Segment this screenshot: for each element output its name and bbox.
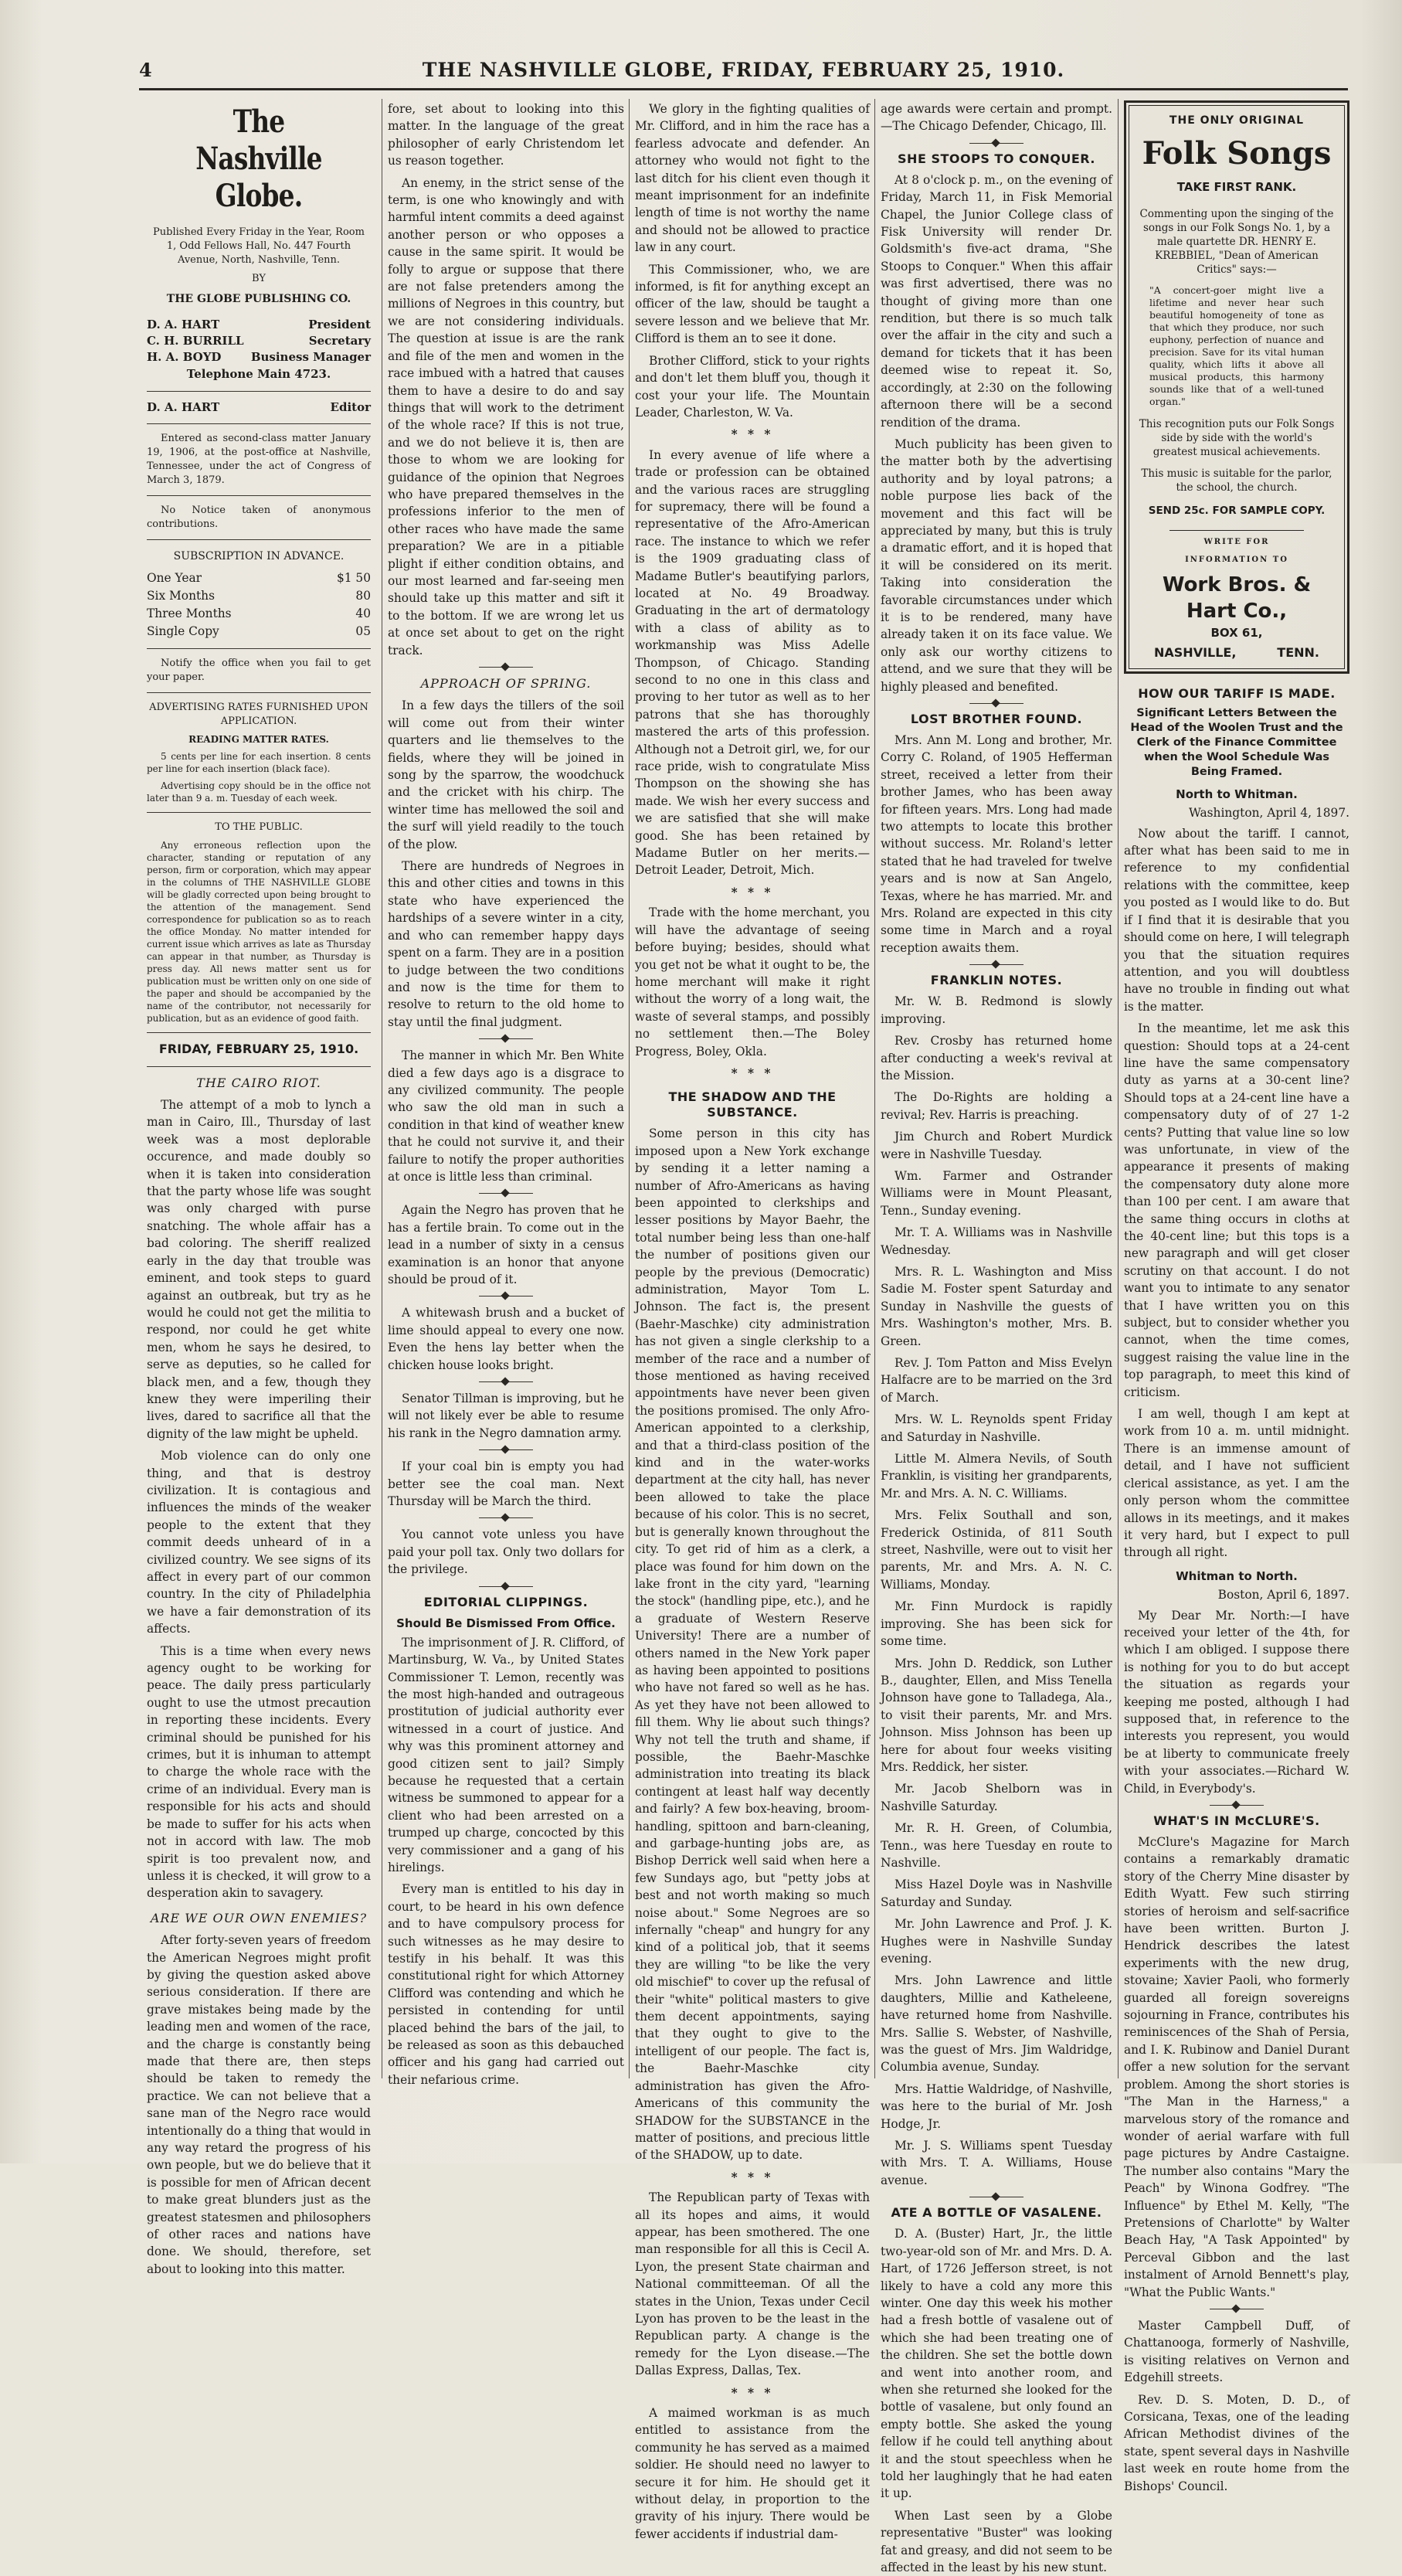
star-separator: * * *	[731, 885, 774, 899]
telephone: Telephone Main 4723.	[186, 367, 331, 382]
letter-paragraph: In the meantime, let me ask this question: Should tops at a 24-cent line have the same compensatory duty as yarns at a 30-cent line? Should tops at a 24-cent line have a compensatory duty of of 27 1-2 cents? Putting that value line so low was unfortunate, in view of the appearance it presents of making the compensatory duty alone more than 100 per cent. I am aware that the same thing occurs in cloths at the 40-cent line; but this tops is a new paragraph and will get closer scrutiny on that account. I do not want you to intimate to any senator that I have written you on this subject, but to consider whether you cannot, when the time comes, suggest raising the value line in the top paragraph, to meet this kind of criticism.	[1124, 1021, 1349, 1399]
franklin-note: Mr. J. S. Williams spent Tuesday with Mrs. T. A. Williams, House avenue.	[881, 2139, 1112, 2187]
entered-notice: Entered as second-class matter January 19, 1906, at the post-office at Nashville, Tennessee, under the act of Congress of March 3, 1879.	[147, 432, 371, 486]
shadow-paragraph: The Republican party of Texas with all its hopes and aims, it would appear, has been smothered. The one man responsible for all this is Cecil A. Lyon, the present State chairman and National committeeman. Of all the states in the Union, Texas under Cecil Lyon has proven to be the least in the Republican party. A change is the remedy for the Lyon disease.—The Dallas Express, Dallas, Tex.	[635, 2190, 870, 2378]
letter-paragraph: I am well, though I am kept at work from 10 a. m. until midnight. There is an immense amount of detail, and I have not sufficient clerical assistance, as yet. I am the only person whom the committee allows in its meetings, and it makes it very hard, but I expect to pull through all right.	[1124, 1407, 1349, 1560]
subscription-row	[147, 605, 371, 623]
staff-row	[147, 317, 371, 333]
staff-row	[147, 349, 371, 365]
masthead-rule	[139, 88, 1348, 90]
divider	[147, 1066, 371, 1067]
publication-notice: Published Every Friday in the Year, Room 1, Odd Fellows Hall, No. 447 Fourth Avenue, North, Nashville, Tenn.	[153, 226, 365, 266]
divider	[147, 812, 371, 813]
editorial-paragraph: You cannot vote unless you have paid your poll tax. Only two dollars for the privilege.	[388, 1528, 624, 1577]
divider	[147, 391, 371, 392]
letter-paragraph: My Dear Mr. North:—I have received your letter of the 4th, for which I am obliged. I suppose there is nothing for you to do but accept the situation as regards your keeping me posted, although I had supposed that, in reference to the interests you represent, you would be at liberty to communicate freely with your associates.—Richard W. Child, in Everybody's.	[1124, 1608, 1349, 1796]
franklin-note: Jim Church and Robert Murdick were in Nashville Tuesday.	[881, 1130, 1112, 1161]
franklin-note: Mrs. W. L. Reynolds spent Friday and Saturday in Nashville.	[881, 1412, 1112, 1444]
subscription-row	[147, 569, 371, 587]
column-divider	[629, 99, 630, 2078]
section-separator	[1210, 1805, 1264, 1806]
franklin-note: Wm. Farmer and Ostrander Williams were in Mount Pleasant, Tenn., Sunday evening.	[881, 1168, 1112, 1218]
clipping-paragraph: This Commissioner, who, we are informed, is fit for anything except an officer of the law, should be taught a severe lesson and we believe that Mr. Clifford is them an to see it done.	[635, 262, 870, 346]
star-separator: * * *	[731, 1065, 774, 1080]
own-enemies-paragraph: After forty-seven years of freedom the American Negroes might profit by giving the question asked above serious consideration. If there are grave mistakes being made by the leading men and women of the race, and the charge is constantly being made that there are, then steps should be taken to remedy the practice. We can not believe that a sane man of the Negro race would intentionally do a thing that would in any way retard the progress of his own people, but we do believe that it is possible for men of African decent to make great blunders just as the greatest statesmen and philosophers of other races and nations have done. We should, therefore, set about to looking into this matter.	[147, 1933, 371, 2276]
franklin-note: Rev. Crosby has returned home after conducting a week's revival at the Mission.	[881, 1034, 1112, 1082]
vasalene-paragraph: When Last seen by a Globe representative "Buster" was looking fat and greasy, and did not seem to be affected in the least by his new stunt.	[881, 2508, 1112, 2574]
column-4	[881, 100, 1112, 2574]
franklin-note: The Do-Rights are holding a revival; Rev. Harris is preaching.	[881, 1090, 1112, 1122]
spring-paragraph: In a few days the tillers of the soil will come out from their winter quarters and lie themselves to the fields, where they will be joined in song by the sparrow, the woodchuck and the cricket with his chirp. The winter time has mellowed the soil and the surf will yield readily to the touch of the plow.	[388, 698, 624, 851]
editor-name: D. A. HART	[147, 399, 220, 414]
editorial-paragraph: fore, set about to looking into this matter. In the language of the great philosopher of early Christendom let us reason together.	[388, 102, 624, 168]
ad-company: Work Bros. & Hart Co.,	[1162, 573, 1312, 624]
franklin-note: Mrs. R. L. Washington and Miss Sadie M. Foster spent Saturday and Sunday in Nashville the guests of Mrs. Washington's mother, Mrs. B. Green.	[881, 1264, 1112, 1348]
page-masthead	[139, 59, 1348, 87]
ad-kicker: THE ONLY ORIGINAL	[1169, 114, 1305, 127]
vasalene-paragraph: D. A. (Buster) Hart, Jr., the little two-year-old son of Mr. and Mrs. D. A. Hart, of 1726 Jefferson street, is not likely to have a cold any more this winter. One day this week his mother had a fresh bottle of vasalene out of which she had been treating one of the children. She set the bottle down and went into another room, and when she returned she looked for the bottle of vasalene, but only found an empty bottle. She asked the young fellow if he could tell anything about it and the stout speechless when he told her laughingly that he had eaten it up.	[881, 2227, 1112, 2501]
star-separator: * * *	[731, 2385, 774, 2400]
section-separator	[969, 703, 1023, 704]
column-1	[147, 100, 371, 2276]
divider	[147, 539, 371, 540]
staff-role: President	[308, 318, 371, 332]
section-separator	[479, 1517, 533, 1518]
by-line: BY	[252, 273, 266, 284]
ad-box: BOX 61,	[1210, 626, 1263, 641]
local-note: Master Campbell Duff, of Chattanooga, formerly of Nashville, is visiting relatives on Vernon and Edgehill streets.	[1124, 2318, 1349, 2385]
divider	[147, 1032, 371, 1033]
reading-rates: 5 cents per line for each insertion. 8 cents per line for each insertion (black face).	[147, 751, 371, 775]
ad-city-line	[1154, 644, 1319, 661]
spring-paragraph: There are hundreds of Negroes in this and other cities and towns in this state who have experienced the hardships of a severe winter in a city, and who can remember happy days spent on a farm. They are in a position to judge between the two conditions and now is the time for them to resolve to return to the old home to stay until the final judgment.	[388, 859, 624, 1029]
ad-text: This recognition puts our Folk Songs side by side with the world's greatest musical achievements.	[1139, 417, 1335, 458]
letter-date: Boston, April 6, 1897.	[1217, 1588, 1349, 1602]
ad-text: Commenting upon the singing of the songs in our Folk Songs No. 1, by a male quartette DR. HENRY E. KREBBIEL, "Dean of American Critics" says:—	[1139, 207, 1334, 276]
vasalene-title: ATE A BOTTLE OF VASALENE.	[891, 2205, 1102, 2221]
anonymous-notice: No Notice taken of anonymous contributions.	[147, 504, 371, 530]
clipping-paragraph: We glory in the fighting qualities of Mr. Clifford, and in him the race has a fearless advocate and defender. An attorney who would not fight to the last ditch for his client even though it meant imprisonment for an indefinite length of time is not worthy the name and should not be allowed to practice law in any court.	[635, 102, 870, 255]
brother-paragraph: Mrs. Ann M. Long and brother, Mr. Corry C. Roland, of 1905 Hefferman street, received a letter from their brother James, who has been away for fifteen years. Mrs. Long had made two attempts to locate this brother without success. Mr. Roland's letter stated that he had traveled for twelve years and is now at San Angelo, Texas, where he has married. Mr. and Mrs. Roland are expected in this city some time in March and a royal reception awaits them.	[881, 733, 1112, 955]
ad-write-line: WRITE FOR INFORMATION TO	[1169, 530, 1304, 569]
letter-date: Washington, April 4, 1897.	[1189, 806, 1349, 821]
franklin-note: Mr. R. H. Green, of Columbia, Tenn., was here Tuesday en route to Nashville.	[881, 1821, 1112, 1870]
mcclures-title: WHAT'S IN McCLURE'S.	[1153, 1813, 1320, 1828]
approach-of-spring-title: APPROACH OF SPRING.	[420, 676, 592, 691]
local-note: Rev. D. S. Moten, D. D., of Corsicana, Texas, one of the leading African Methodist divines of the state, spent several days in Nashville last week en route home from the Bishops' Council.	[1124, 2392, 1349, 2493]
section-separator	[479, 667, 533, 668]
section-separator	[969, 143, 1023, 144]
divider	[147, 648, 371, 649]
ad-city: NASHVILLE,	[1154, 645, 1237, 661]
franklin-note: Mrs. John Lawrence and little daughters, Millie and Katheleene, have returned home from Nashville. Mrs. Sallie S. Webster, of Nashville, was the guest of Mrs. Jim Waldridge, Columbia avenue, Sunday.	[881, 1973, 1112, 2075]
ad-state: TENN.	[1277, 645, 1319, 661]
ad-text: This music is suitable for the parlor, the school, the church.	[1141, 467, 1332, 494]
franklin-note: Mr. T. A. Williams was in Nashville Wednesday.	[881, 1225, 1112, 1257]
clipping-paragraph: In every avenue of life where a trade or profession can be obtained and the various races are struggling for supremacy, there will be found a representative of the Afro-American race. The instance to which we refer is the 1909 graduating class of Madame Butler's beautifying parlors, located at No. 49 Broadway. Graduating in the art of dermatology with a class of ability as to workmanship was Miss Adelle Thompson, of Chicago. Standing second to no one in this class and proving to her tutor as well as to her patrons that she has thoroughly mastered the arts of this profession. Although not a Detroit girl, we, for our race pride, wish to congratulate Miss Thompson on the showing she has made. We wish her every success and we are satisfied that she will make good. She has been retained by Madame Butler on her merits.—Detroit Leader, Detroit, Mich.	[635, 447, 870, 878]
clipping-paragraph: Trade with the home merchant, you will have the advantage of seeing before buying; besides, should what you get not be what it ought to be, the home merchant will make it right without the worry of a long wait, the waste of several stamps, and possibly no settlement then.—The Boley Progress, Boley, Okla.	[635, 906, 870, 1059]
stoops-paragraph: At 8 o'clock p. m., on the evening of Friday, March 11, in Fisk Memorial Chapel, the Junior College class of Fisk University will render Dr. Goldsmith's five-act drama, "She Stoops to Conquer." When this affair was first advertised, there was no thought of giving more than one rendition, but there is so much talk over the affair in the city and such a demand for tickets that it has been deemed wise to repeat it. So, accordingly, at 2:30 on the following afternoon there will be a second rendition of the drama.	[881, 172, 1112, 430]
ad-subtitle: TAKE FIRST RANK.	[1176, 180, 1297, 195]
advertising-title: ADVERTISING RATES FURNISHED UPON APPLICATION.	[149, 702, 368, 728]
dismissed-paragraph: The imprisonment of J. R. Clifford, of Martinsburg, W. Va., by United States Commissioner T. Lemon, recently was the most high-handed and outrageous prostitution of judicial authority ever witnessed in a court of justice. And why was this prominent attorney and good citizen sent to jail? Simply because he requested that a certain witness be summoned to appear for a client who had been arrested on a trumped up charge, concocted by this very commissioner and a gang of his hirelings.	[388, 1635, 624, 1874]
staff-role: Business Manager	[250, 350, 371, 365]
dismissed-title: Should Be Dismissed From Office.	[396, 1616, 616, 1630]
public-text: Any erroneous reflection upon the character, standing or reputation of any person, firm or corporation, which may appear in the columns of THE NASHVILLE GLOBE will be gladly corrected upon being brought to the attention of the management. Send correspondence for publication so as to reach the office Monday. No matter intended for current issue which arrives as late as Thursday can appear in that number, as Thursday is press day. All news matter sent us for publication must be written only on one side of the paper and should be accompanied by the name of the contributor, not necessarily for publication, but as an evidence of good faith.	[147, 840, 371, 1025]
copy-notice: Advertising copy should be in the office not later than 9 a. m. Tuesday of each week.	[147, 780, 371, 804]
editorial-paragraph: An enemy, in the strict sense of the term, is one who knowingly and with harmful intent commits a deed against another person or who opposes a cause in the same spirit. It would be folly to argue or suppose that there are not false pretenders among the millions of Negroes in this country, but we are not considering individuals. The question at issue is are the rank and file of the men and women in the race imbued with a hatred that causes them to have a desire to do and say things that will work to the detriment of the whole race? If this is not true, and we do not believe it is, then are those to whom we are looking for guidance of the opinion that Negroes who have prepared themselves in the professions inferior to the men of other races who have made the same preparation? We are in a pitiable plight if either condition obtains, and our most learned and far-seeing men should take up this matter and sift it to the bottom. If we are wrong let us at once set about to get on the right track.	[388, 175, 624, 658]
franklin-note: Mr. W. B. Redmond is slowly improving.	[881, 994, 1112, 1026]
subscription-term: One Year	[147, 571, 202, 586]
own-enemies-title: ARE WE OUR OWN ENEMIES?	[150, 1910, 368, 1925]
franklin-note: Mr. Jacob Shelborn was in Nashville Saturday.	[881, 1782, 1112, 1813]
column-2	[388, 100, 624, 2086]
subscription-title: SUBSCRIPTION IN ADVANCE.	[173, 549, 345, 562]
staff-name: C. H. BURRILL	[147, 334, 244, 348]
staff-role: Secretary	[308, 334, 371, 348]
editor-role: Editor	[330, 399, 371, 414]
editorial-paragraph: The manner in which Mr. Ben White died a few days ago is a disgrace to any civilized community. The people who saw the old man in such a condition in that kind of weather knew that he could not survive it, and their failure to notify the proper authorities at once is little less than criminal.	[388, 1048, 624, 1184]
subscription-price: 40	[355, 607, 371, 621]
editorial-paragraph: Senator Tillman is improving, but he will not likely ever be able to resume his rank in the Negro damnation army.	[388, 1392, 624, 1440]
section-separator	[969, 964, 1023, 965]
letter-heading: North to Whitman.	[1176, 787, 1298, 801]
franklin-note: Miss Hazel Doyle was in Nashville Saturday and Sunday.	[881, 1878, 1112, 1909]
divider	[147, 423, 371, 424]
star-separator: * * *	[731, 427, 774, 442]
column-divider	[874, 99, 875, 2078]
subscription-term: Six Months	[147, 589, 215, 603]
section-separator	[479, 1381, 533, 1382]
editor-row	[147, 399, 371, 416]
subscription-price: 80	[355, 589, 371, 603]
staff-name: H. A. BOYD	[147, 350, 222, 365]
franklin-note: Mrs. Hattie Waldridge, of Nashville, was here to the burial of Mr. Josh Hodge, Jr.	[881, 2082, 1112, 2131]
staff-row	[147, 333, 371, 349]
section-separator	[479, 1038, 533, 1039]
editorial-paragraph: A whitewash brush and a bucket of lime should appeal to every one now. Even the hens lay better when the chicken house looks bright.	[388, 1306, 624, 1372]
section-separator	[479, 1449, 533, 1450]
staff-list	[147, 317, 371, 365]
franklin-note: Mr. John Lawrence and Prof. J. K. Hughes were in Nashville Sunday evening.	[881, 1917, 1112, 1966]
clipping-paragraph: age awards were certain and prompt.—The Chicago Defender, Chicago, Ill.	[881, 102, 1112, 134]
subscription-table	[147, 569, 371, 641]
tariff-title: HOW OUR TARIFF IS MADE.	[1138, 685, 1336, 701]
nameplate: The Nashville Globe.	[195, 104, 322, 214]
notify-notice: Notify the office when you fail to get your paper.	[147, 658, 371, 684]
ad-title: Folk Songs	[1142, 135, 1332, 172]
divider	[147, 495, 371, 496]
shadow-paragraph: A maimed workman is as much entitled to assistance from the community he has served as a maimed soldier. He should need no lawyer to secure it for him. He should get it without delay, in proportion to the gravity of his injury. There would be fewer accidents if industrial dam-	[635, 2406, 870, 2541]
subscription-term: Three Months	[147, 607, 232, 621]
section-separator	[479, 1193, 533, 1194]
subscription-row	[147, 623, 371, 641]
editorial-paragraph: If your coal bin is empty you had better see the coal man. Next Thursday will be March the third.	[388, 1460, 624, 1509]
shadow-substance-title: THE SHADOW AND THE SUBSTANCE.	[668, 1089, 837, 1120]
subscription-price: 05	[355, 624, 371, 639]
cairo-riot-title: THE CAIRO RIOT.	[196, 1075, 321, 1090]
cairo-riot-paragraph: The attempt of a mob to lynch a man in Cairo, Ill., Thursday of last week was a most deplorable occurence, and made doubly so when it is taken into consideration that the party whose life was sought was only charged with purse snatching. The whole affair has a bad coloring. The sheriff realized early in the day that trouble was eminent, and took steps to guard against an outbreak, but try as he would he could not get the militia to respond, nor could he get white men, whom he says he desired, to serve as deputies, so he called for black men, and a few, though they knew they were imperiling their lives, dared to sacrifice all that the dignity of the law might be upheld.	[147, 1098, 371, 1441]
franklin-note: Little M. Almera Nevils, of South Franklin, is visiting her grandparents, Mr. and Mrs. A. N. C. Williams.	[881, 1452, 1112, 1500]
folk-songs-advertisement	[1124, 100, 1349, 674]
mcclures-paragraph: McClure's Magazine for March contains a remarkably dramatic story of the Cherry Mine disaster by Edith Wyatt. Few such stirring stories of heroism and self-sacrifice have been written. Burton J. Hendrick describes the latest experiments with the new drug, stovaine; Xavier Paoli, who formerly guarded all foreign sovereigns sojourning in France, contributes his reminiscences of the Shah of Persia, and I. K. Rubinow and Daniel Durant offer a new solution for the servant problem. Among the short stories is "The Man in the Harness," a marvelous story of the romance and wonder of aerial warfare with full page pictures by Andre Castaigne. The number also contains "Mary the Peach" by Winona Godfrey. "The Influence" by Ethel M. Kelly, "The Pretensions of Charlotte" by Walter Beach Hay, "A Task Appointed" by Perceval Gibbon and the last instalment of Arnold Bennett's play, "What the Public Wants."	[1124, 1835, 1349, 2299]
editorial-paragraph: Again the Negro has proven that he has a fertile brain. To come out in the lead in a number of sixty in a census examination is an honor that anyone should be proud of it.	[388, 1203, 624, 1286]
tariff-lead: Significant Letters Between the Head of the Woolen Trust and the Clerk of the Finance Committee when the Wool Schedule Was Being Framed.	[1130, 706, 1343, 778]
editorial-clippings-title: EDITORIAL CLIPPINGS.	[423, 1594, 589, 1609]
cairo-riot-paragraph: Mob violence can do only one thing, and that is destroy civilization. It is contagious and influences the minds of the weaker people to the extent that they commit deeds unheard of in a civilized country. We see signs of its affect in every part of our common country. In the city of Philadelphia we have a fair demonstration of its affects.	[147, 1449, 371, 1636]
franklin-note: Mrs. Felix Southall and son, Frederick Ostinida, of 811 South street, Nashville, were out to visit her parents, Mr. and Mrs. A. N. C. Williams, Monday.	[881, 1508, 1112, 1592]
section-separator	[479, 1586, 533, 1587]
subscription-row	[147, 587, 371, 605]
dismissed-paragraph: Every man is entitled to his day in court, to be heard in his own defence and to have compulsory process for such witnesses as he may desire to testify in his behalf. It was this constitutional right for which Attorney Clifford was contending and which he persisted in contending for until placed behind the bars of the jail, to be released as soon as this debauched officer and his gang had carried out their nefarious crime.	[388, 1882, 624, 2087]
she-stoops-title: SHE STOOPS TO CONQUER.	[898, 151, 1095, 166]
letter-heading: Whitman to North.	[1176, 1568, 1298, 1583]
issue-dateline: FRIDAY, FEBRUARY 25, 1910.	[158, 1042, 359, 1057]
ad-offer: SEND 25c. FOR SAMPLE COPY.	[1148, 504, 1326, 517]
star-separator: * * *	[731, 2170, 774, 2184]
divider	[147, 692, 371, 693]
lost-brother-title: LOST BROTHER FOUND.	[910, 712, 1083, 726]
staff-name: D. A. HART	[147, 318, 220, 332]
page-headline: THE NASHVILLE GLOBE, FRIDAY, FEBRUARY 25, 1910.	[422, 59, 1065, 81]
clipping-paragraph: Brother Clifford, stick to your rights and don't let them bluff you, though it cost your your life. The Mountain Leader, Charleston, W. Va.	[635, 353, 870, 420]
column-divider	[1118, 99, 1119, 2078]
page-number: 4	[139, 59, 152, 81]
subscription-term: Single Copy	[147, 624, 219, 639]
public-title: TO THE PUBLIC.	[215, 821, 303, 834]
reading-title: READING MATTER RATES.	[188, 734, 329, 746]
column-5	[1124, 100, 1349, 2493]
cairo-riot-paragraph: This is a time when every news agency ought to be working for peace. The daily press particularly ought to use the utmost precaution in reporting these incidents. Every criminal should be punished for his crimes, but it is inhuman to attempt to charge the whole race with the crime of an individual. Every man is responsible for his acts and should be made to suffer for his acts when not in accord with law. The mob spirit is too prevalent now, and unless it is checked, it will grow to a desperation akin to savagery.	[147, 1643, 371, 1901]
letter-paragraph: Now about the tariff. I cannot, after what has been said to me in reference to my confidential relations with the committee, keep you posted as I would like to do. But if I find that it is desirable that you should come on here, I will telegraph you that the situation requires attention, and you will doubtless have no trouble in finding out what is the matter.	[1124, 826, 1349, 1014]
publisher: THE GLOBE PUBLISHING CO.	[166, 293, 351, 305]
franklin-note: Mrs. John D. Reddick, son Luther B., daughter, Ellen, and Miss Tenella Johnson have gone to Talladega, Ala., to visit their parents, Mr. and Mrs. Johnson. Miss Johnson has been up here for about four weeks visiting Mrs. Reddick, her sister.	[881, 1656, 1112, 1774]
stoops-paragraph: Much publicity has been given to the matter both by the advertising authority and by loyal patrons; a noble purpose lies back of the movement and this fact will be appreciated by many, but this is truly a dramatic effort, and it is hoped that it will be considered on its merit. Taking into consideration the favorable circumstances under which it is to be rendered, many have already taken it on its face value. We only ask our worthy citizens to attend, and we sure that they will be highly pleased and benefited.	[881, 437, 1112, 694]
franklin-note: Rev. J. Tom Patton and Miss Evelyn Halfacre are to be married on the 3rd of March.	[881, 1356, 1112, 1405]
franklin-note: Mr. Finn Murdock is rapidly improving. She has been sick for some time.	[881, 1599, 1112, 1649]
shadow-paragraph: Some person in this city has imposed upon a New York exchange by sending it a letter naming a number of Afro-Americans as having been appointed to clerkships and lesser positions by Mayor Baehr, the total number being less than one-half the number of positions given our people by the previous (Democratic) administration, Mayor Tom L. Johnson. The fact is, the present (Baehr-Maschke) city administration has not given a single clerkship to a member of the race and a number of those mentioned as having received appointments have never been given the positions promised. The only Afro-American appointed to a clerkship, and that a third-class position of the kind and in the water-works department at the city hall, has never been allowed to take the place because of his color. This is no secret, but is generally known throughout the city. To get rid of him as a clerk, a place was found for him down on the lake front in the city yard, "learning the stock" (handling pipe, etc.), and he a graduate of Western Reserve University! There are a number of others named in the New York paper as having been appointed to positions who have not fared so well as he has. As yet they have not been allowed to fill them. Why lie about such things? Why not tell the truth and shame, if possible, the Baehr-Maschke administration into treating its black contingent at least half way decently and fairly? A few box-heaving, broom-handling, spittoon and barn-cleaning, and garbage-hunting jobs are, as Bishop Derrick well said when here a few Sundays ago, but "petty jobs at best and not worth making so much noise about." Some Negroes are so infernally "cheap" and hungry for any kind of a political job, that it seems they are willing "to be like the very old mischief" to cover up the refusal of their "white" political masters to give them decent appointments, saying that they ought to give to the intelligent of our people. The fact is, the Baehr-Maschke city administration has given the Afro-Americans of this community the SHADOW for the SUBSTANCE in the matter of positions, and precious little of the SHADOW, up to date.	[635, 1127, 870, 2163]
subscription-price: $1 50	[336, 571, 371, 586]
franklin-notes-title: FRANKLIN NOTES.	[930, 973, 1063, 988]
column-3	[635, 100, 870, 2541]
ad-quote: "A concert-goer might live a lifetime and never hear such beautiful homogeneity of tone as that which they produce, nor such euphony, perfection of nuance and precision. Save for its vital human quality, which lifts it above all musical products, this harmony sounds like that of a well-tuned organ."	[1149, 284, 1324, 407]
